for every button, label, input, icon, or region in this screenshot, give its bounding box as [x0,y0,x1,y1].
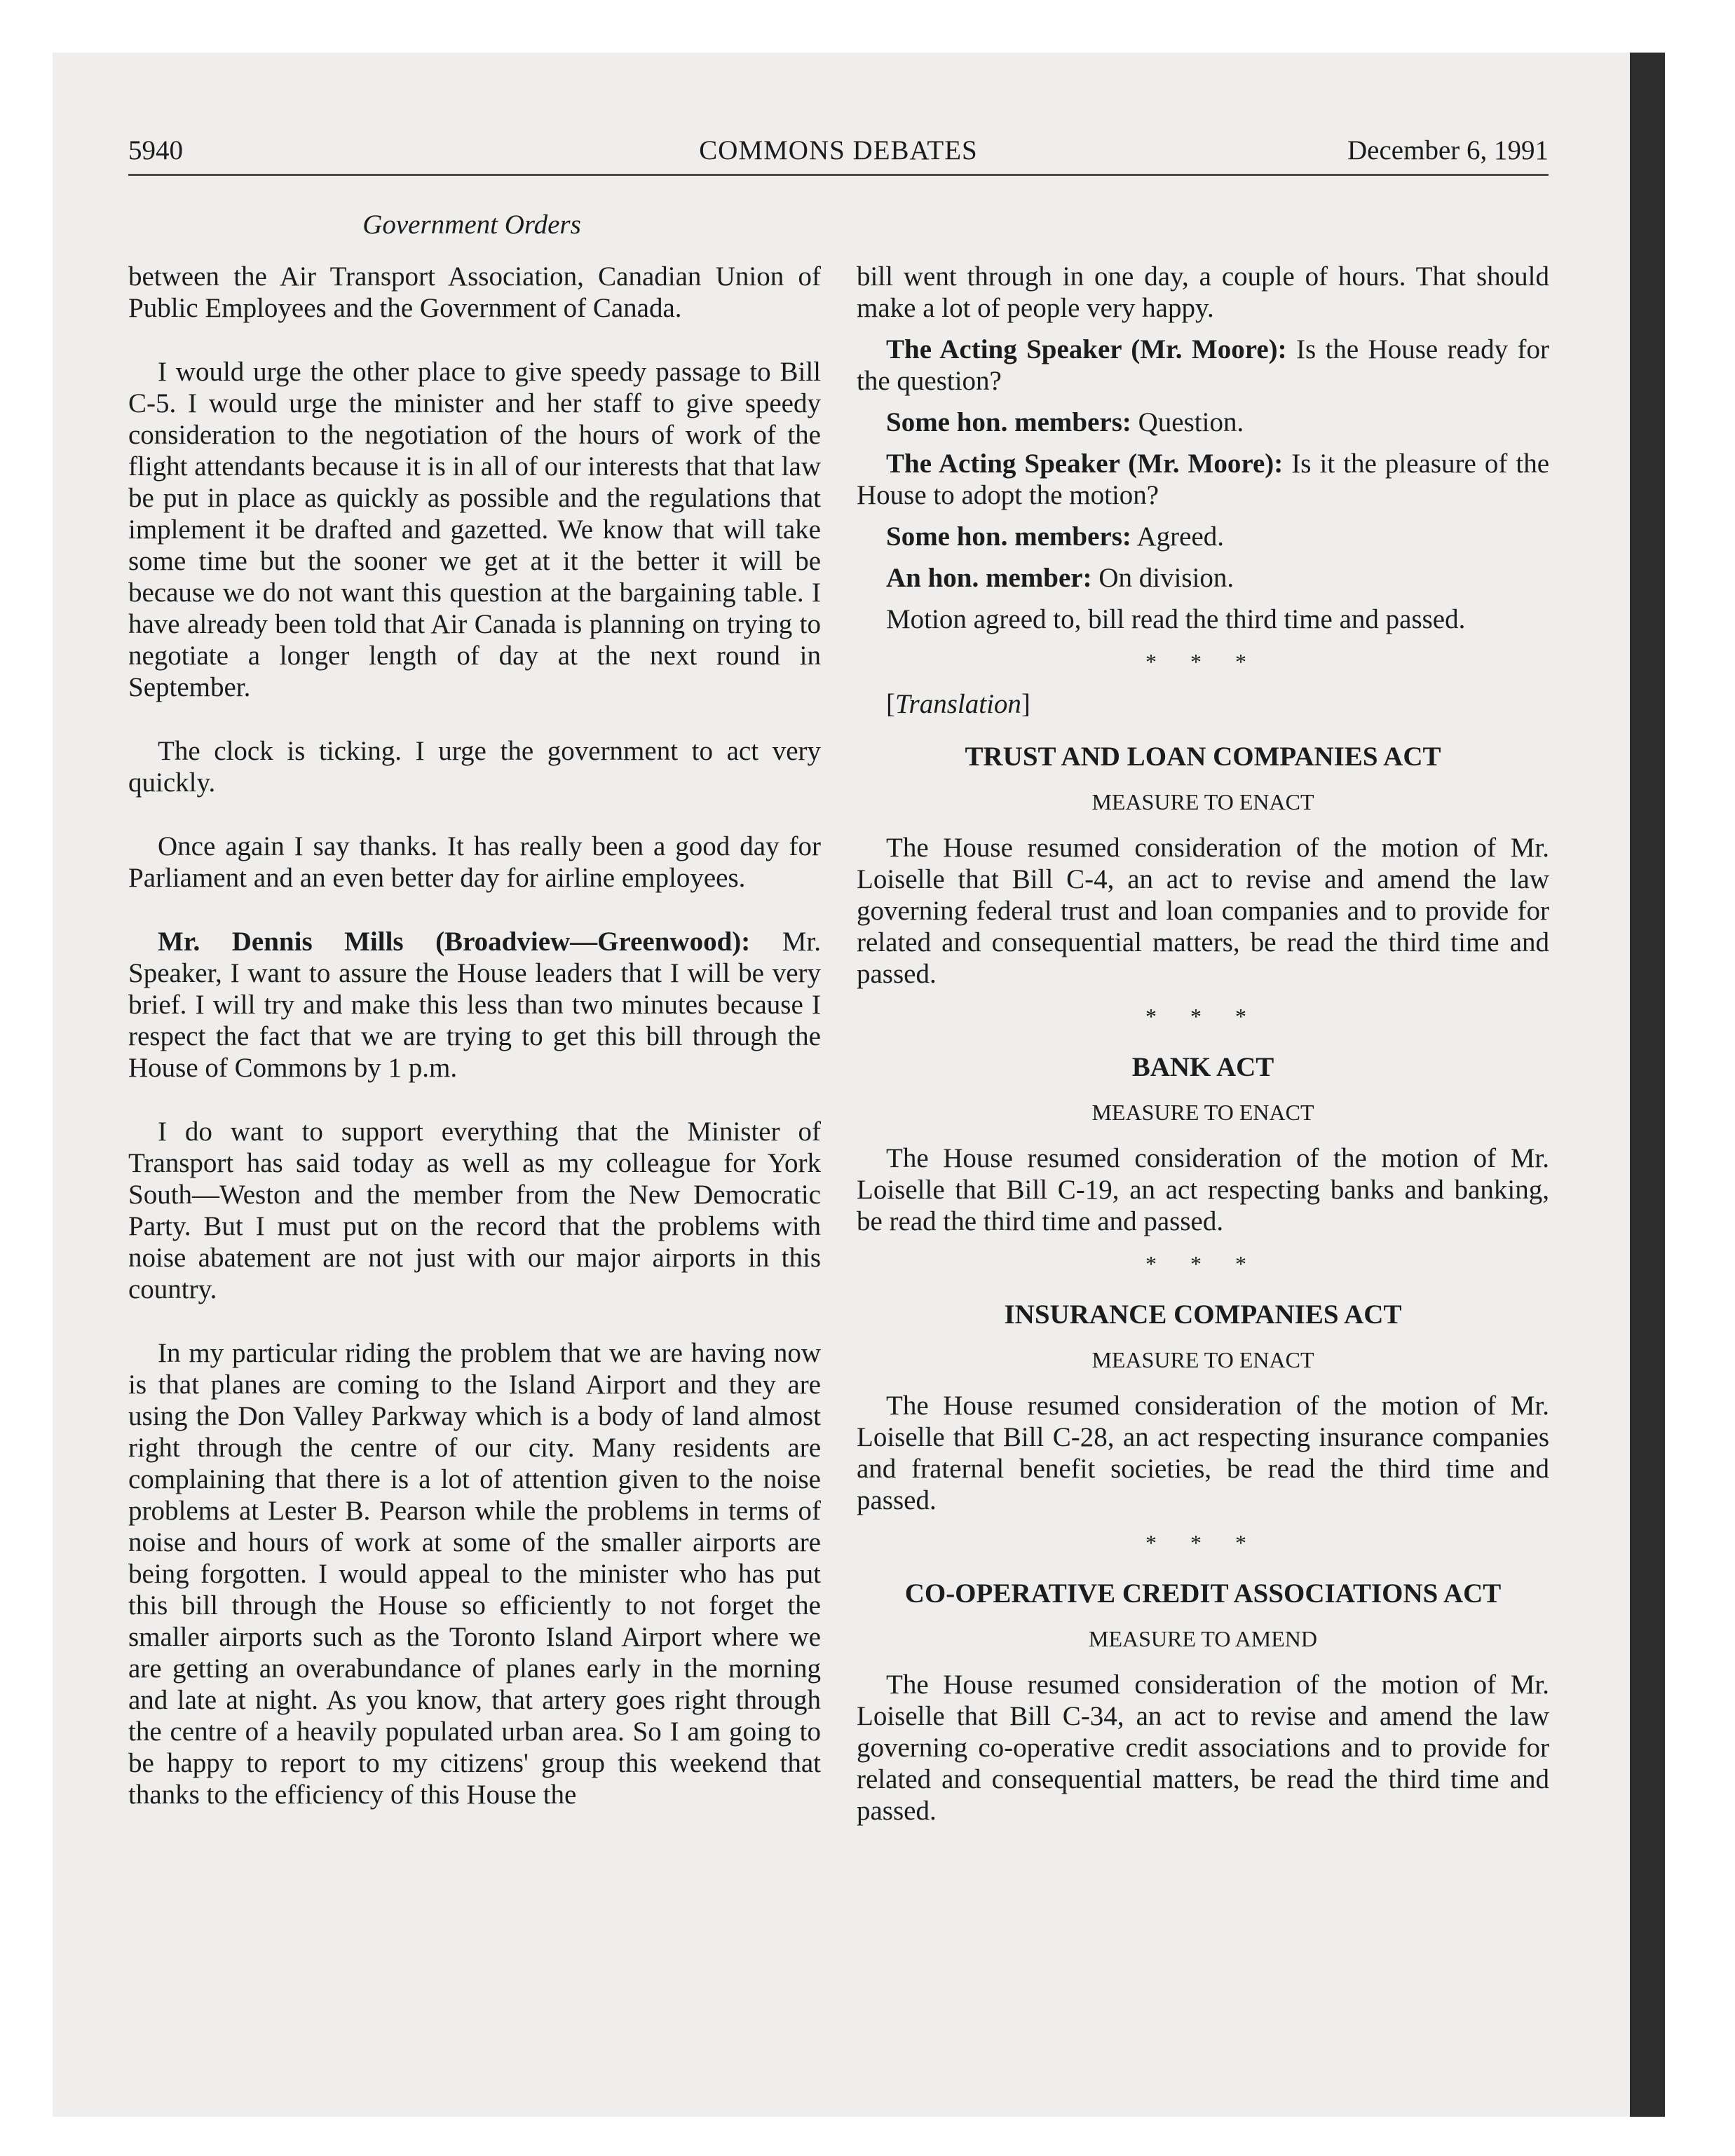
header-rule [128,174,1549,176]
publication-date: December 6, 1991 [1347,135,1549,165]
left-column [128,261,821,1810]
speech-text: Question. [1131,407,1244,437]
paragraph: I do want to support everything that the Minister of Transport has said today as well as my colleague for York South—Weston and the member from the New Democratic Party. But I must put on the record that the problems with noise abatement are not just with our major airports in this country. [128,1117,821,1304]
paragraph: The House resumed consideration of the motion of Mr. Loiselle that Bill C-28, an act respecting insurance companies and fraternal benefit societies, be read the third time and passed. [857,1391,1549,1515]
act-heading: INSURANCE COMPANIES ACT [1004,1299,1402,1330]
speaker-name: Some hon. members: [886,407,1131,437]
paragraph: The clock is ticking. I urge the government to act very quickly. [128,736,821,798]
speech-text: Mr. Speaker, I want to assure the House leaders that I will be very brief. I will try and make this less than two minutes because I respect the fact that we are trying to get this bill through the House of Commons by 1 p.m. [128,927,822,1083]
act-subheading: MEASURE TO ENACT [1091,1347,1314,1372]
speech-paragraph [857,521,1549,552]
speech-paragraph [857,448,1549,511]
speech-paragraph [857,407,1549,438]
act-heading: TRUST AND LOAN COMPANIES ACT [965,742,1441,772]
speech-paragraph [128,926,821,1084]
paragraph: bill went through in one day, a couple of hours. That should make a lot of people very happy. [857,261,1549,323]
section-title: Government Orders [362,210,581,240]
right-column [857,261,1549,1827]
publication-title: COMMONS DEBATES [699,135,978,165]
speech-text: Is the House ready for the question? [857,334,1550,396]
speaker-name: The Acting Speaker (Mr. Moore): [886,334,1287,364]
scan-edge-bar [1630,53,1665,2117]
page-header [128,135,1549,177]
section-divider: * * * [1145,649,1260,674]
paragraph: In my particular riding the problem that we are having now is that planes are coming to the Island Airport and they are using the Don Valley Parkway which is a body of land almost right through the centre of our city. Many residents are complaining that there is a lot of attention given to the noise problems at Lester B. Pearson while the problems in terms of noise and hours of work at some of the smaller airports are being forgotten. I would appeal to the minister who has put this bill through the House so efficiently to not forget the smaller airports such as the Toronto Island Airport where we are getting an overabundance of planes early in the morning and late at night. As you know, that artery goes right through the centre of a heavily populated urban area. So I am going to be happy to report to my citizens' group this weekend that thanks to the efficiency of this House the [128,1338,821,1810]
speech-text: On division. [1091,563,1234,593]
paragraph: The House resumed consideration of the motion of Mr. Loiselle that Bill C-4, an act to revise and amend the law governing federal trust and loan companies and to provide for related and consequential matters, be read the third time and passed. [857,833,1549,989]
paragraph: between the Air Transport Association, Canadian Union of Public Employees and the Government of Canada. [128,261,821,323]
section-divider: * * * [1145,1004,1260,1029]
motion-result: Motion agreed to, bill read the third time and passed. [886,604,1466,634]
translation-note: [Translation] [886,689,1030,719]
speaker-name: The Acting Speaker (Mr. Moore): [886,449,1284,479]
paragraph: I would urge the other place to give speedy passage to Bill C-5. I would urge the minister and her staff to give speedy consideration to the negotiation of the hours of work of the flight attendants because it is in all of our interests that that law be put in place as quickly as possible and the regulations that implement it be drafted and gazetted. We know that will take some time but the sooner we get at it the better it will be because we do not want this question at the bargaining table. I have already been told that Air Canada is planning on trying to negotiate a longer length of day at the next round in September. [128,357,821,702]
page-number: 5940 [128,135,183,165]
speech-text: Agreed. [1131,521,1225,552]
act-heading: BANK ACT [1131,1052,1274,1082]
speaker-name: An hon. member: [886,563,1092,593]
paragraph: The House resumed consideration of the motion of Mr. Loiselle that Bill C-34, an act to revise and amend the law governing co-operative credit associations and to provide for related and consequential matters, be read the third time and passed. [857,1670,1549,1826]
speaker-name: Some hon. members: [886,521,1131,552]
speaker-name: Mr. Dennis Mills (Broadview—Greenwood): [158,927,751,957]
paragraph: Once again I say thanks. It has really been a good day for Parliament and an even better day for airline employees. [128,831,821,893]
act-heading: CO-OPERATIVE CREDIT ASSOCIATIONS ACT [904,1578,1502,1609]
paragraph: The House resumed consideration of the motion of Mr. Loiselle that Bill C-19, an act respecting banks and banking, be read the third time and passed. [857,1143,1549,1236]
act-subheading: MEASURE TO ENACT [1091,789,1314,814]
speech-paragraph [857,334,1549,397]
speech-paragraph [857,562,1549,594]
speech-text: Is it the pleasure of the House to adopt the motion? [857,449,1550,510]
act-subheading: MEASURE TO ENACT [1091,1100,1314,1125]
section-divider: * * * [1145,1530,1260,1555]
act-subheading: MEASURE TO AMEND [1089,1626,1317,1651]
section-divider: * * * [1145,1251,1260,1276]
